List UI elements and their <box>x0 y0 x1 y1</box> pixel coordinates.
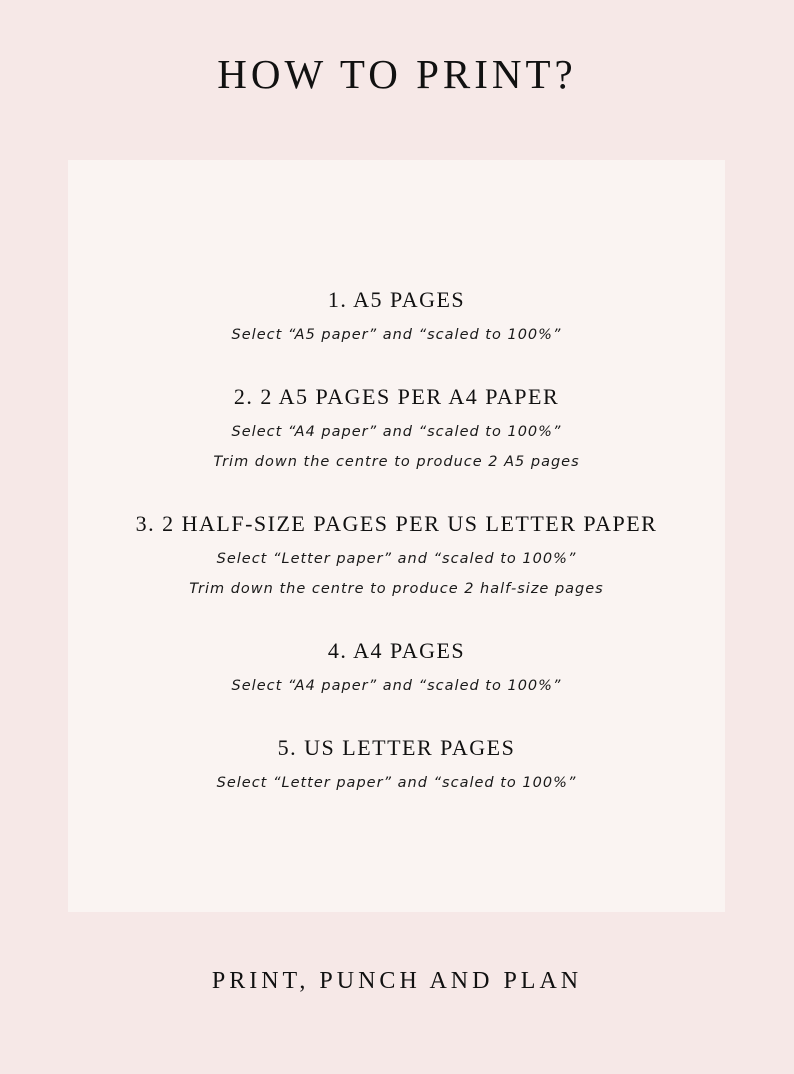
instruction-line: Trim down the centre to produce 2 A5 pages <box>213 454 580 470</box>
section-heading: 2. 2 A5 PAGES PER A4 PAPER <box>233 384 560 409</box>
page-title: HOW TO PRINT? <box>217 51 577 97</box>
section-heading: 5. US LETTER PAGES <box>277 735 516 760</box>
section-a4-pages <box>68 640 725 701</box>
footer-tagline: PRINT, PUNCH AND PLAN <box>211 968 583 994</box>
section-us-letter-pages <box>68 737 725 798</box>
instruction-line: Select “Letter paper” and “scaled to 100%” <box>216 551 577 567</box>
instructions-card <box>68 160 725 912</box>
section-heading: 3. 2 HALF-SIZE PAGES PER US LETTER PAPER <box>135 511 658 536</box>
section-a5-per-a4 <box>68 386 725 477</box>
section-heading: 4. A4 PAGES <box>327 638 466 663</box>
instruction-line: Trim down the centre to produce 2 half-size pages <box>189 581 604 597</box>
instruction-line: Select “A5 paper” and “scaled to 100%” <box>231 327 562 343</box>
instruction-line: Select “Letter paper” and “scaled to 100%” <box>216 775 577 791</box>
section-heading: 1. A5 PAGES <box>327 287 466 312</box>
instruction-line: Select “A4 paper” and “scaled to 100%” <box>231 678 562 694</box>
instruction-line: Select “A4 paper” and “scaled to 100%” <box>231 424 562 440</box>
section-a5-pages <box>68 289 725 350</box>
section-half-size-per-letter <box>68 513 725 604</box>
